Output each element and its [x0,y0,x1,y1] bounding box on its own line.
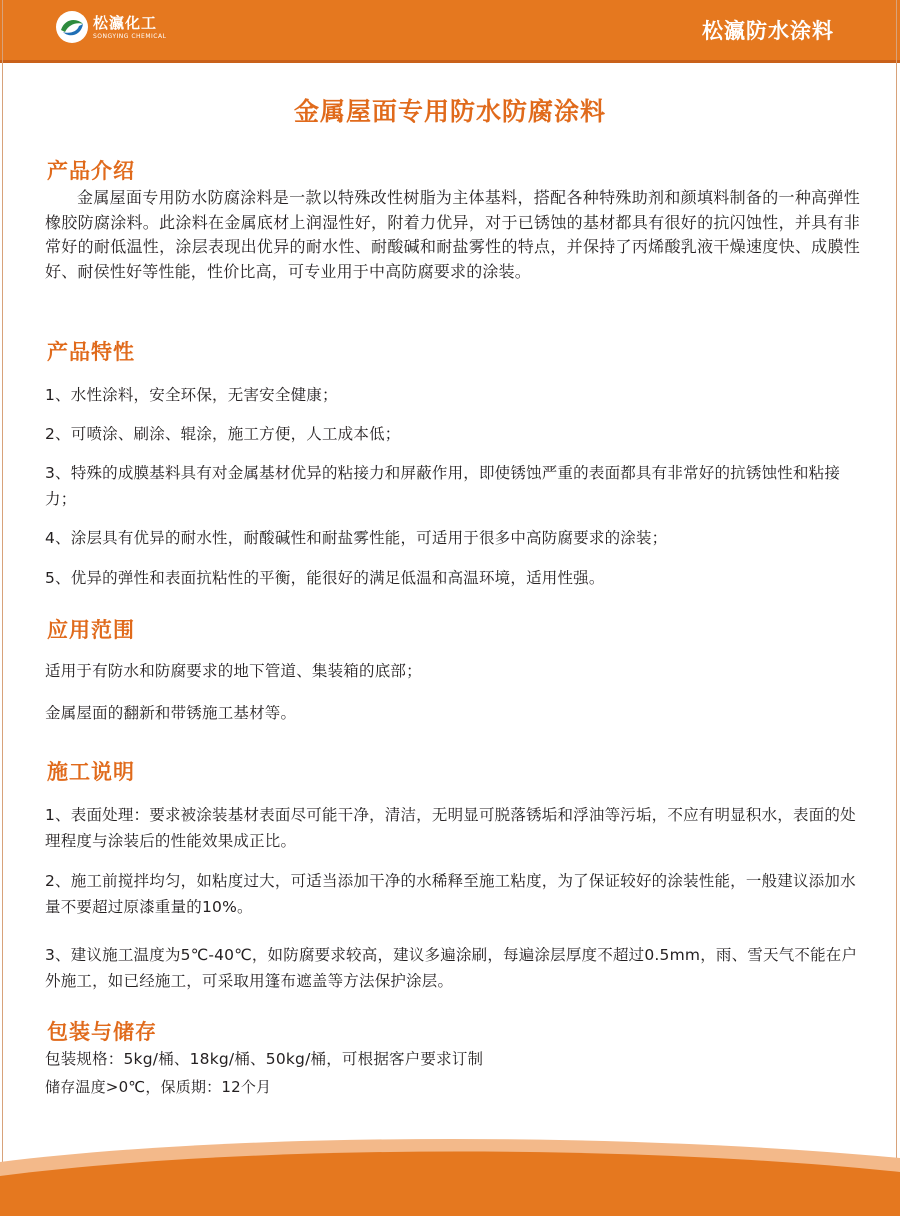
feature-item: 5、优异的弹性和表面抗粘性的平衡，能很好的满足低温和高温环境，适用性强。 [45,569,605,587]
brand-name: 松瀛防水涂料 [702,19,834,43]
application-item: 适用于有防水和防腐要求的地下管道、集装箱的底部； [45,662,422,680]
packaging-spec: 包装规格：5kg/桶、18kg/桶、50kg/桶，可根据客户要求订制 [45,1050,484,1068]
construction-item: 1、表面处理：要求被涂装基材表面尽可能干净，清洁，无明显可脱落锈垢和浮油等污垢，不应有明显积水，表面的处理程度与涂装后的性能效果成正比。 [45,806,856,850]
logo-english-name: SONGYING CHEMICAL [93,33,167,40]
feature-item: 3、特殊的成膜基料具有对金属基材优异的粘接力和屏蔽作用，即使锈蚀严重的表面都具有非常好的抗锈蚀性和粘接力； [45,464,841,508]
header-bar [0,0,900,63]
packaging-heading: 包装与储存 [47,1020,157,1044]
construction-heading: 施工说明 [47,760,135,784]
feature-item: 4、涂层具有优异的耐水性，耐酸碱性和耐盐雾性能，可适用于很多中高防腐要求的涂装； [45,529,668,547]
construction-item: 3、建议施工温度为5℃-40℃，如防腐要求较高，建议多遍涂刷，每遍涂层厚度不超过0.5mm，雨、雪天气不能在户外施工，如已经施工，可采取用篷布遮盖等方法保护涂层。 [45,946,858,990]
application-item: 金属屋面的翻新和带锈施工基材等。 [45,704,297,722]
company-logo [55,10,255,48]
application-heading: 应用范围 [47,618,135,642]
features-heading: 产品特性 [47,340,135,364]
page-title: 金属屋面专用防水防腐涂料 [293,97,606,126]
feature-item: 1、水性涂料，安全环保，无害安全健康； [45,386,338,404]
logo-icon [55,10,89,44]
logo-chinese-name: 松瀛化工 [93,14,158,32]
construction-item: 2、施工前搅拌均匀，如粘度过大，可适当添加干净的水稀释至施工粘度，为了保证较好的涂装性能，一般建议添加水量不要超过原漆重量的10%。 [45,872,856,916]
intro-heading: 产品介绍 [47,159,135,183]
storage-info: 储存温度>0℃，保质期：12个月 [45,1078,272,1096]
intro-paragraph: 金属屋面专用防水防腐涂料是一款以特殊改性树脂为主体基料，搭配各种特殊助剂和颜填料制备的一种高弹性橡胶防腐涂料。此涂料在金属底材上润湿性好，附着力优异，对于已锈蚀的基材都具有很好的抗闪蚀性，并具有非常好的耐低温性，涂层表现出优异的耐水性、耐酸碱和耐盐雾性的特点，并保持了丙烯酸乳液干燥速度快、成膜性好、耐侯性好等性能，性价比高，可专业用于中高防腐要求的涂装。 [45,188,860,281]
feature-item: 2、可喷涂、刷涂、辊涂，施工方便，人工成本低； [45,425,401,443]
footer-wave [0,1132,900,1216]
